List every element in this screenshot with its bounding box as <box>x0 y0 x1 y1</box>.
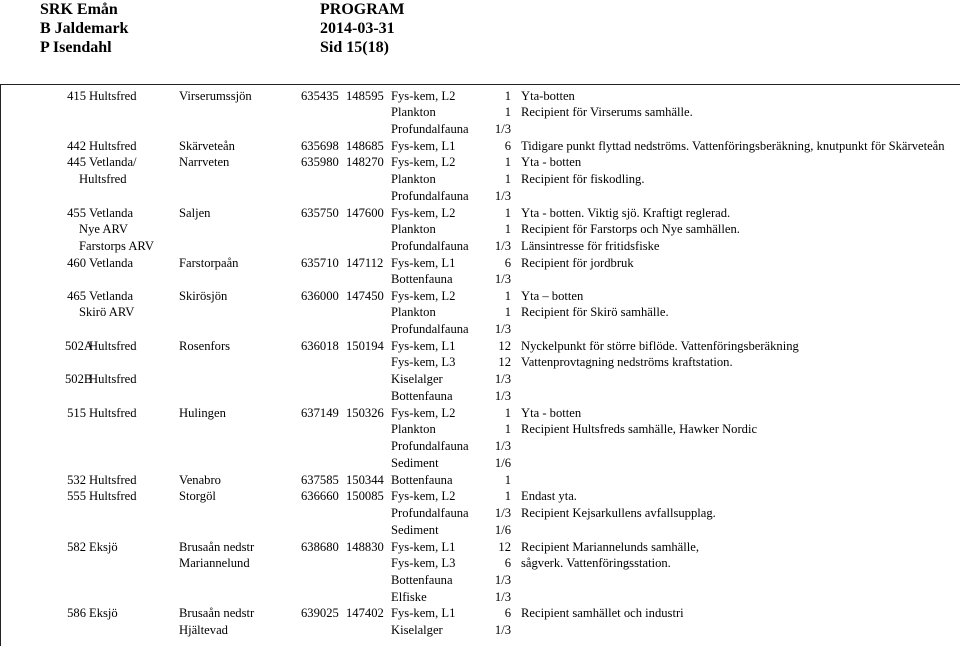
row-coord-y: 148595 <box>346 89 384 103</box>
row-coord-x: 639025 <box>301 606 339 620</box>
row-coord-y: 150085 <box>346 489 384 503</box>
table-row <box>1 455 960 471</box>
row-municipality: Hultsfred <box>89 372 137 386</box>
row-count: 1/3 <box>494 389 511 403</box>
row-count: 12 <box>498 540 511 554</box>
row-note: Nyckelpunkt för större biflöde. Vattenföringsberäkning <box>521 339 799 353</box>
row-count: 1/3 <box>494 322 511 336</box>
row-municipality: Vetlanda <box>89 256 134 270</box>
row-number: 502B <box>65 372 93 386</box>
row-count: 1 <box>504 422 511 436</box>
row-type: Fys-kem, L1 <box>391 540 456 554</box>
header-org: SRK Emån <box>40 1 118 18</box>
row-type: Fys-kem, L1 <box>391 139 456 153</box>
row-count: 1/3 <box>494 239 511 253</box>
row-note: Tidigare punkt flyttad nedströms. Vattenföringsberäkning, knutpunkt för Skärveteån <box>521 139 945 153</box>
row-number: 442 <box>67 139 86 153</box>
row-coord-y: 150344 <box>346 473 384 487</box>
table-row <box>1 321 960 337</box>
row-count: 1/3 <box>494 272 511 286</box>
row-municipality: Hultsfred <box>89 406 137 420</box>
row-number: 415 <box>67 89 86 103</box>
row-type: Fys-kem, L1 <box>391 606 456 620</box>
row-water: Hjältevad <box>179 623 228 637</box>
row-municipality: Skirö ARV <box>79 305 135 319</box>
row-number: 582 <box>67 540 86 554</box>
row-coord-x: 635435 <box>301 89 339 103</box>
row-coord-y: 147450 <box>346 289 384 303</box>
row-coord-x: 635980 <box>301 155 339 169</box>
header-date: 2014-03-31 <box>320 20 395 37</box>
row-count: 1 <box>504 473 511 487</box>
row-water: Rosenfors <box>179 339 231 353</box>
row-note: Vattenprovtagning nedströms kraftstation. <box>521 355 733 369</box>
row-coord-x: 638680 <box>301 540 339 554</box>
table-row <box>1 472 960 488</box>
row-count: 1/3 <box>494 122 511 136</box>
row-type: Bottenfauna <box>391 473 453 487</box>
row-municipality: Hultsfred <box>79 172 127 186</box>
row-water: Farstorpaån <box>179 256 239 270</box>
row-type: Fys-kem, L2 <box>391 155 456 169</box>
table-row <box>1 622 960 638</box>
row-count: 1/3 <box>494 573 511 587</box>
row-count: 12 <box>498 339 511 353</box>
row-municipality: Eksjö <box>89 540 118 554</box>
row-water: Hulingen <box>179 406 226 420</box>
row-municipality: Nye ARV <box>79 222 129 236</box>
table-row <box>1 605 960 621</box>
row-number: 586 <box>67 606 86 620</box>
row-count: 1/3 <box>494 590 511 604</box>
header-author-1: B Jaldemark <box>40 20 129 37</box>
row-type: Bottenfauna <box>391 272 453 286</box>
row-coord-y: 147112 <box>346 256 384 270</box>
row-type: Bottenfauna <box>391 389 453 403</box>
row-note: Recipient för Farstorps och Nye samhällen. <box>521 222 740 236</box>
row-type: Profundalfauna <box>391 189 469 203</box>
row-note: Yta-botten <box>521 89 575 103</box>
row-note: Recipient för fiskodling. <box>521 172 645 186</box>
row-type: Sediment <box>391 523 439 537</box>
row-note: Recipient Mariannelunds samhälle, <box>521 540 700 554</box>
row-number: 502A <box>65 339 93 353</box>
row-count: 1/3 <box>494 372 511 386</box>
header-title: PROGRAM <box>320 1 405 18</box>
table-row <box>1 539 960 555</box>
table-row <box>1 572 960 588</box>
row-type: Elfiske <box>391 590 427 604</box>
row-coord-x: 636660 <box>301 489 339 503</box>
row-type: Fys-kem, L2 <box>391 89 456 103</box>
row-coord-y: 150326 <box>346 406 384 420</box>
row-count: 1 <box>504 406 511 420</box>
row-type: Fys-kem, L1 <box>391 339 456 353</box>
row-number: 555 <box>67 489 86 503</box>
row-number: 515 <box>67 406 86 420</box>
header-author-2: P Isendahl <box>40 39 112 56</box>
row-note: Länsintresse för fritidsfiske <box>521 239 660 253</box>
table-row <box>1 255 960 271</box>
row-type: Sediment <box>391 456 439 470</box>
row-water: Storgöl <box>179 489 216 503</box>
row-coord-x: 636000 <box>301 289 339 303</box>
table-row <box>1 205 960 221</box>
table-row <box>1 271 960 287</box>
row-count: 1 <box>504 289 511 303</box>
table-row <box>1 338 960 354</box>
row-note: Recipient för Skirö samhälle. <box>521 305 669 319</box>
row-note: Yta - botten <box>521 406 582 420</box>
row-coord-x: 637149 <box>301 406 339 420</box>
table-row <box>1 371 960 387</box>
row-municipality: Hultsfred <box>89 89 137 103</box>
row-coord-y: 147402 <box>346 606 384 620</box>
row-type: Profundalfauna <box>391 239 469 253</box>
header-page: Sid 15(18) <box>320 39 389 56</box>
row-coord-x: 635698 <box>301 139 339 153</box>
row-number: 532 <box>67 473 86 487</box>
row-water: Brusaån nedstr <box>179 606 255 620</box>
table-row <box>1 154 960 170</box>
row-type: Fys-kem, L1 <box>391 256 456 270</box>
row-note: Yta – botten <box>521 289 584 303</box>
row-municipality: Eksjö <box>89 606 118 620</box>
row-municipality: Hultsfred <box>89 339 137 353</box>
row-number: 465 <box>67 289 86 303</box>
row-note: Endast yta. <box>521 489 577 503</box>
row-note: Yta - botten <box>521 155 582 169</box>
row-type: Plankton <box>391 172 436 186</box>
row-count: 1 <box>504 172 511 186</box>
table-row <box>1 421 960 437</box>
row-water: Venabro <box>179 473 221 487</box>
table-row <box>1 505 960 521</box>
row-note: Recipient för jordbruk <box>521 256 634 270</box>
row-type: Plankton <box>391 222 436 236</box>
row-municipality: Hultsfred <box>89 139 137 153</box>
row-coord-x: 635710 <box>301 256 339 270</box>
table-row <box>1 405 960 421</box>
row-count: 1/3 <box>494 506 511 520</box>
table-row <box>1 354 960 370</box>
row-type: Profundalfauna <box>391 506 469 520</box>
row-type: Profundalfauna <box>391 439 469 453</box>
row-count: 1 <box>504 305 511 319</box>
row-count: 6 <box>504 606 511 620</box>
row-coord-x: 637585 <box>301 473 339 487</box>
row-number: 445 <box>67 155 86 169</box>
row-type: Profundalfauna <box>391 122 469 136</box>
row-number: 460 <box>67 256 86 270</box>
row-number: 455 <box>67 206 86 220</box>
row-type: Plankton <box>391 422 436 436</box>
row-water: Virserumssjön <box>179 89 252 103</box>
table-row <box>1 188 960 204</box>
row-count: 1 <box>504 105 511 119</box>
row-coord-y: 150194 <box>346 339 384 353</box>
row-count: 1 <box>504 89 511 103</box>
row-note: Recipient Kejsarkullens avfallsupplag. <box>521 506 716 520</box>
table-row <box>1 121 960 137</box>
row-note: Recipient för Virserums samhälle. <box>521 105 693 119</box>
row-coord-x: 635750 <box>301 206 339 220</box>
row-type: Fys-kem, L2 <box>391 289 456 303</box>
row-count: 1 <box>504 206 511 220</box>
row-note: Yta - botten. Viktig sjö. Kraftigt reglerad. <box>521 206 731 220</box>
row-water: Mariannelund <box>179 556 250 570</box>
row-note: Recipient Hultsfreds samhälle, Hawker Nordic <box>521 422 758 436</box>
row-coord-y: 148270 <box>346 155 384 169</box>
row-type: Bottenfauna <box>391 573 453 587</box>
row-note: sågverk. Vattenföringsstation. <box>521 556 671 570</box>
table-row <box>1 555 960 571</box>
row-type: Fys-kem, L2 <box>391 206 456 220</box>
table-row <box>1 171 960 187</box>
row-coord-y: 148830 <box>346 540 384 554</box>
table-row <box>1 304 960 320</box>
row-count: 1/3 <box>494 439 511 453</box>
header-center <box>320 0 404 57</box>
row-type: Plankton <box>391 305 436 319</box>
table-row <box>1 104 960 120</box>
row-water: Narrveten <box>179 155 230 169</box>
row-type: Fys-kem, L3 <box>391 556 456 570</box>
row-type: Plankton <box>391 105 436 119</box>
table-row <box>1 221 960 237</box>
table-row <box>1 488 960 504</box>
row-count: 1 <box>504 155 511 169</box>
row-count: 6 <box>504 139 511 153</box>
header-left <box>40 0 128 57</box>
row-count: 1/6 <box>494 456 511 470</box>
row-count: 1/6 <box>494 523 511 537</box>
table-row <box>1 138 960 154</box>
row-count: 12 <box>498 355 511 369</box>
row-count: 1 <box>504 489 511 503</box>
table-row <box>1 522 960 538</box>
row-municipality: Vetlanda <box>89 206 134 220</box>
row-count: 6 <box>504 556 511 570</box>
row-count: 6 <box>504 256 511 270</box>
row-type: Kiselalger <box>391 623 443 637</box>
row-water: Skirösjön <box>179 289 228 303</box>
table-row <box>1 288 960 304</box>
row-coord-y: 148685 <box>346 139 384 153</box>
table-row <box>1 238 960 254</box>
row-count: 1 <box>504 222 511 236</box>
row-municipality: Hultsfred <box>89 473 137 487</box>
table-row <box>1 388 960 404</box>
row-municipality: Hultsfred <box>89 489 137 503</box>
row-type: Fys-kem, L2 <box>391 406 456 420</box>
table-row <box>1 88 960 104</box>
row-coord-y: 147600 <box>346 206 384 220</box>
row-coord-x: 636018 <box>301 339 339 353</box>
row-type: Fys-kem, L3 <box>391 355 456 369</box>
row-municipality: Vetlanda <box>89 289 134 303</box>
row-count: 1/3 <box>494 189 511 203</box>
row-type: Fys-kem, L2 <box>391 489 456 503</box>
row-type: Kiselalger <box>391 372 443 386</box>
table-row <box>1 438 960 454</box>
row-water: Saljen <box>179 206 211 220</box>
row-count: 1/3 <box>494 623 511 637</box>
table-row <box>1 589 960 605</box>
row-note: Recipient samhället och industri <box>521 606 684 620</box>
row-type: Profundalfauna <box>391 322 469 336</box>
row-municipality: Vetlanda/ <box>89 155 137 169</box>
row-water: Skärveteån <box>179 139 235 153</box>
row-water: Brusaån nedstr <box>179 540 255 554</box>
row-municipality: Farstorps ARV <box>79 239 154 253</box>
program-table <box>0 84 960 646</box>
